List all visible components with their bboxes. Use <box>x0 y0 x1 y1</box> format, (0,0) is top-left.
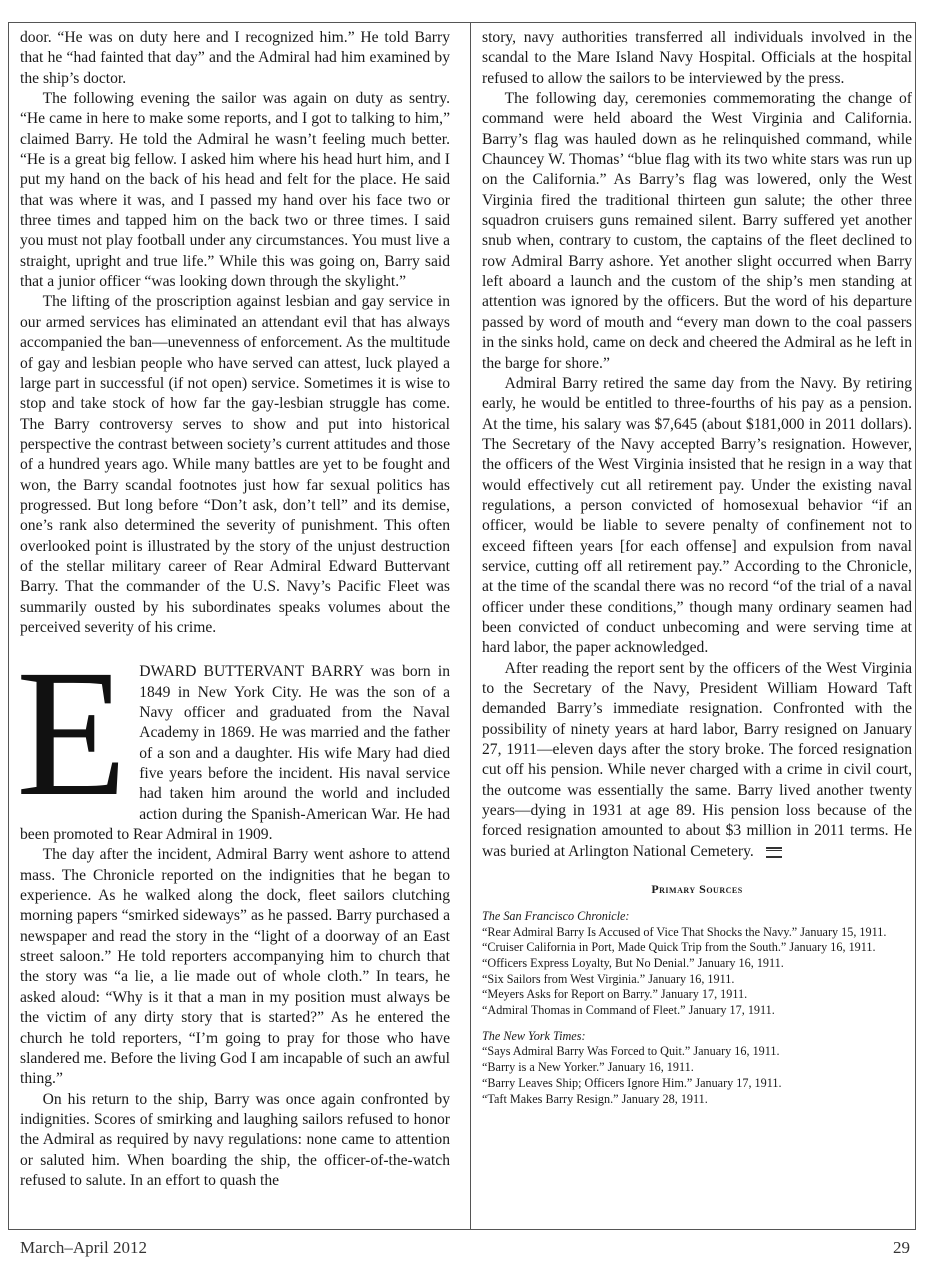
sources-title: Primary Sources <box>651 882 743 897</box>
source-item: “Cruiser California in Port, Made Quick Trip from the South.” January 16, 1911. <box>482 940 876 955</box>
primary-sources <box>482 882 912 1107</box>
source-item: “Barry Leaves Ship; Officers Ignore Him.” January 17, 1911. <box>482 1075 782 1090</box>
paragraph: story, navy authorities transferred all individuals involved in the scandal to the Mare Island Navy Hospital. Officials at the hospital refused to allow the sailors to be interviewed by the press. <box>482 29 912 87</box>
source-item: “Six Sailors from West Virginia.” January 16, 1911. <box>482 971 735 986</box>
page-number: 29 <box>893 1238 910 1257</box>
paragraph: Admiral Barry retired the same day from the Navy. By retiring early, he would be entitled to three-fourths of his pay as a pension. At the time, his salary was $7,645 (about $181,000 in 2011 dollars). The Secretary of the Navy accepted Barry’s resignation. However, the officers of the West Virginia insisted that he resign in a way that would effectively cut all retirement pay. Under the existing naval regulations, a person convicted of homosexual behavior “if an officer, would be liable to severe penalty of confinement not to exceed fifteen years [for each offense] and expulsion from naval service, cutting off all retirement pay.” According to the Chronicle, at the time of the scandal there was no record “of the trial of a naval officer under these conditions,” though many ordinary seamen had been convicted of conduct unbecoming and were serving time at hard labor, the paper acknowledged. <box>482 374 912 657</box>
source-item: “Officers Express Loyalty, But No Denial.” January 16, 1911. <box>482 955 784 970</box>
source-item: “Meyers Asks for Report on Barry.” January 17, 1911. <box>482 987 748 1002</box>
paragraph: On his return to the ship, Barry was once again confronted by indignities. Scores of smirking and laughing sailors refused to honor the Admiral as required by navy regulations: none came to attention or saluted him. When boarding the ship, the officer-of-the-watch refused to salute. In an effort to quash the <box>20 1090 450 1189</box>
source-list <box>482 925 912 1019</box>
paragraph: door. “He was on duty here and I recognized him.” He told Barry that he “had fainted that day” and the Admiral had him examined by the ship’s doctor. <box>20 29 450 87</box>
source-group-heading: The New York Times: <box>482 1028 586 1043</box>
source-group <box>482 1029 912 1108</box>
paragraph-final-text: After reading the report sent by the officers of the West Virginia to the Secretary of the Navy, President William Howard Taft demanded Barry’s immediate resignation. Confronted with the possibility of ninety years at hard labor, Barry resigned on January 27, 1911—eleven days after the story broke. The forced resignation cut off his pension. While never charged with a crime in civil court, the outcome was essentially the same. Barry lived another twenty years—dying in 1931 at age 89. His pension loss because of the forced resignation amounted to about $3 million in 2011 terms. He was buried at Arlington National Cemetery. <box>482 659 912 860</box>
paragraph: The following evening the sailor was again on duty as sentry. “He came in here to make some reports, and I got to talking to him,” claimed Barry. He told the Admiral he wasn’t feeling much better. “He is a great big fellow. I asked him where his head hurt him, and I put my hand on the back of his head and felt for the place. He said that was where it was, and I passed my hand over his face two or three times and tapped him on the back two or three times. I said you must not play football under any circumstances. You must live a straight, upright and true life.” While this was going on, Barry said that a junior officer “was looking down through the skylight.” <box>20 90 450 291</box>
column-divider <box>470 22 471 1230</box>
dropcap-paragraph <box>16 633 450 845</box>
dropcap-paragraph-text: DWARD BUTTERVANT BARRY was born in 1849 in New York City. He was the son of a Navy officer and graduated from the Naval Academy in 1869. He was married and the father of a son and a daughter. His wife Mary had died five years before the incident. His naval service had taken him around the world and included action during the Spanish-American War. He had been promoted to Rear Admiral in 1909. <box>20 663 450 844</box>
right-column <box>482 28 912 1107</box>
paragraph: The following day, ceremonies commemorating the change of command were held aboard the West Virginia and California. Barry’s flag was hauled down as he relinquished command, while Chauncey W. Thomas’ “blue flag with its two white stars was run up on the California.” As Barry’s flag was lowered, only the West Virginia fired the traditional thirteen gun salute; the other three squadron cruisers guns remained silent. Barry suffered yet another snub when, contrary to custom, the captains of the fleet declined to row Admiral Barry ashore. Yet another slight occurred when Barry left aboard a launch and the custom of the ship’s men standing at attention was ignored by the officers. But the word of his departure passed by word of mouth and “every man down to the coal passers in the sinks hold, came on deck and cheered the Admiral as he left in the barge for shore.” <box>482 90 912 372</box>
end-of-article-icon <box>766 847 782 858</box>
source-item: “Taft Makes Barry Resign.” January 28, 1911. <box>482 1091 708 1106</box>
source-item: “Admiral Thomas in Command of Fleet.” January 17, 1911. <box>482 1003 775 1018</box>
drop-cap: E <box>16 633 128 835</box>
source-group-heading: The San Francisco Chronicle: <box>482 908 630 923</box>
source-item: “Rear Admiral Barry Is Accused of Vice That Shocks the Navy.” January 15, 1911. <box>482 924 887 939</box>
source-item: “Says Admiral Barry Was Forced to Quit.” January 16, 1911. <box>482 1044 780 1059</box>
issue-date: March–April 2012 <box>20 1238 148 1257</box>
paragraph: The day after the incident, Admiral Barry went ashore to attend mass. The Chronicle reported on the indignities that he began to experience. As he walked along the dock, fleet sailors clutching morning papers “smirked sideways” as he passed. Barry purchased a newspaper and read the story in the “light of a doorway of an East street saloon.” He told reporters accompanying him to church that the story was “a lie, a lie made out of whole cloth.” In tears, he asked aloud: “Why is it that a man in my position must always be the victim of any dirty story that is started?” As he entered the church he told reporters, “I’m going to pray for those who have slandered me. Before the living God I am incapable of such an awful thing.” <box>20 846 450 1088</box>
source-item: “Barry is a New Yorker.” January 16, 1911. <box>482 1060 694 1075</box>
source-list <box>482 1044 912 1107</box>
left-column <box>16 28 450 1191</box>
source-group <box>482 909 912 1019</box>
paragraph-final <box>482 659 912 862</box>
paragraph: The lifting of the proscription against lesbian and gay service in our armed services has eliminated an attendant evil that has always accompanied the ban—unevenness of enforcement. As the multitude of gay and lesbian people who have served can attest, luck played a large part in successful (if not open) service. Sometimes it is wise to stop and take stock of how far the gay-lesbian struggle has come. The Barry controversy serves to show and put into historical perspective the contrast between society’s current attitudes and those of a hundred years ago. While many battles are yet to be fought and won, the Barry scandal footnotes just how far sexual politics has progressed. But long before “Don’t ask, don’t tell” and its demise, one’s rank also determined the severity of punishment. This often overlooked point is illustrated by the story of the unjust destruction of the stellar military career of Rear Admiral Edward Buttervant Barry. That the commander of the U.S. Navy’s Pacific Fleet was summarily ousted by his subordinates speaks volumes about the perceived severity of his crime. <box>20 293 450 636</box>
